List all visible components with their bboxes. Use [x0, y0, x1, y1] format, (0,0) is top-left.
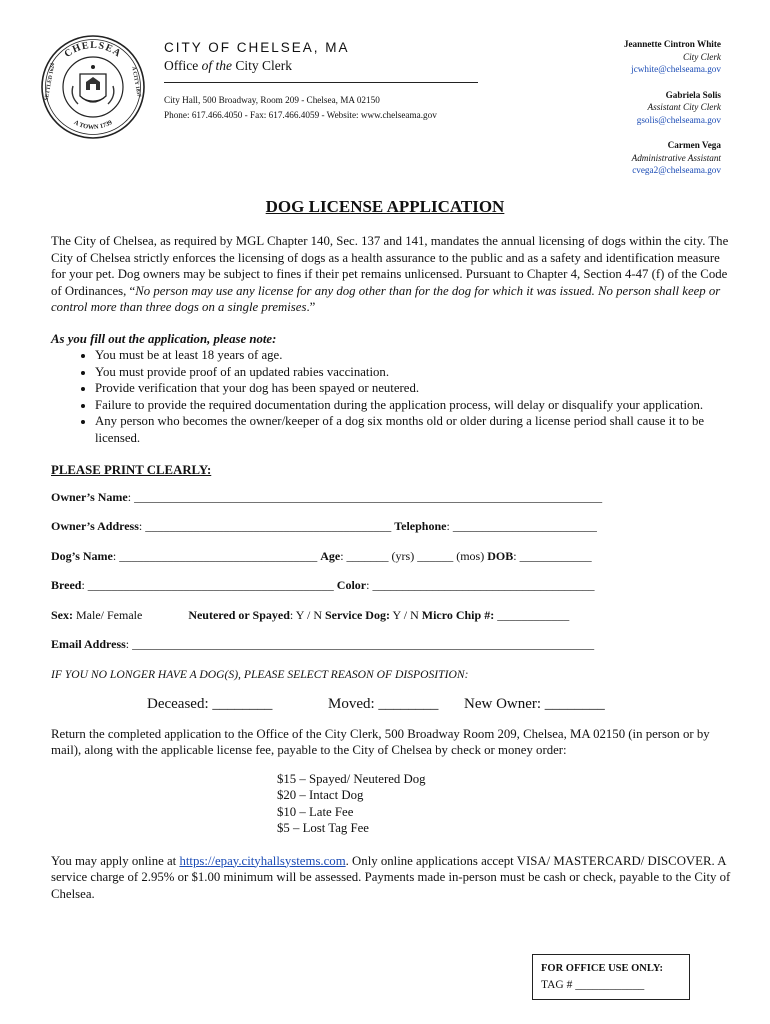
intro-paragraph — [51, 233, 731, 316]
email-field[interactable]: : _____________________________________________________________________________ — [125, 637, 595, 651]
requirements-list — [51, 347, 731, 446]
form-heading: PLEASE PRINT CLEARLY: — [51, 463, 212, 477]
owner-address-row — [51, 518, 731, 535]
email-label: Email Address — [51, 637, 126, 651]
owner-address-field[interactable]: : _________________________________________ — [138, 519, 395, 533]
neutered-options[interactable]: : Y / N — [289, 607, 325, 622]
staff-directory — [624, 38, 721, 177]
header-divider — [164, 82, 478, 83]
owner-name-row — [51, 489, 731, 506]
service-dog-label: Service Dog: — [324, 607, 390, 622]
city-seal-logo — [40, 34, 146, 140]
office-name-post: City Clerk — [231, 58, 292, 73]
list-item: • You must be at least 18 years of age. — [95, 347, 731, 364]
online-pre: You may apply online at — [51, 853, 180, 868]
sex-row — [51, 607, 731, 624]
return-instructions: Return the completed application to the Office of the City Clerk, 500 Broadway Room 209, Chelsea, MA 02150 (in person or by mail), along with the applicable license fee, payable to the City of Chelsea by check or money order: — [51, 726, 710, 757]
list-item: • You must provide proof of an updated rabies vaccination. — [95, 364, 731, 381]
owner-name-field[interactable]: : ______________________________________________________________________________ — [127, 489, 603, 504]
sex-options[interactable]: Male/ Female — [73, 607, 143, 622]
age-label: Age — [320, 548, 341, 563]
dog-name-label: Dog’s Name — [51, 548, 113, 563]
online-payment-link[interactable]: https://epay.cityhallsystems.com — [179, 853, 346, 868]
staff-title: Assistant City Clerk — [647, 102, 721, 112]
new-owner-field[interactable]: New Owner: ________ — [464, 696, 605, 712]
dog-name-field[interactable]: : _________________________________ — [112, 548, 321, 563]
dob-field[interactable]: : ____________ — [513, 548, 592, 563]
office-use-label: FOR OFFICE USE ONLY: — [541, 963, 664, 974]
staff-title: City Clerk — [682, 51, 721, 62]
staff-name: Gabriela Solis — [665, 89, 721, 100]
office-use-box — [532, 954, 690, 1000]
ordinance-quote: No person may use any license for any dog other than for the dog for which it was issued. No person shall keep or control more than three dogs on a single premises — [51, 283, 721, 314]
svg-text:A TOWN 1739 — [73, 119, 115, 131]
telephone-label: Telephone — [394, 519, 447, 533]
email-row — [51, 636, 731, 653]
breed-row — [51, 577, 731, 594]
dob-label: DOB — [487, 548, 514, 563]
list-item: • Any person who becomes the owner/keeper of a dog six months old or older during a license period shall cause it to be licensed. — [95, 413, 731, 446]
fee-item: $20 – Intact Dog — [277, 788, 364, 802]
intro-text: The City of Chelsea, as required by MGL Chapter 140, Sec. 137 and 141, mandates the annual licensing of dogs within the city. The City of Chelsea strictly enforces the licensing of dogs as a health assurance to the public and as a safety and identification measure for your pet. Dog owners may be subject to fines if their pet remains unlicensed. Pursuant to Chapter 4, Section 4-47 (f) of the Code of Ordinances, “ — [51, 234, 729, 298]
moved-field[interactable]: Moved: ________ — [328, 696, 439, 712]
seal-left-text: SETTLED 1624 — [43, 62, 57, 101]
seal-bottom-text: A TOWN 1739 — [72, 119, 114, 132]
list-item: • Failure to provide the required documentation during the application process, will delay or disqualify your application. — [95, 397, 731, 414]
color-label: Color — [336, 578, 367, 592]
document-title: DOG LICENSE APPLICATION — [265, 197, 505, 216]
fee-item: $5 – Lost Tag Fee — [277, 821, 369, 835]
seal-top-text: CHELSEA — [62, 39, 124, 60]
disposition-heading: IF YOU NO LONGER HAVE A DOG(S), PLEASE SELECT REASON OF DISPOSITION: — [51, 667, 469, 681]
online-payment-info — [51, 853, 731, 903]
office-name — [164, 58, 292, 74]
sex-label: Sex: — [51, 607, 73, 622]
staff-name: Carmen Vega — [667, 140, 721, 150]
owner-name-label: Owner’s Name — [51, 489, 128, 504]
age-field[interactable]: : _______ (yrs) ______ (mos) — [340, 548, 488, 563]
staff-name: Jeannette Cintron White — [623, 39, 721, 49]
microchip-label: Micro Chip #: — [421, 607, 495, 622]
city-name: CITY OF CHELSEA, MA — [164, 40, 350, 55]
staff-email-link[interactable]: cvega2@chelseama.gov — [632, 165, 721, 175]
notes-heading: As you fill out the application, please note: — [51, 331, 277, 346]
telephone-field[interactable]: : ________________________ — [446, 519, 597, 533]
online-post: . Only online applications accept VISA/ MASTERCARD/ DISCOVER. A service charge of 2.95% or $1.00 minimum will be assessed. Payments made in-person must be cash or check, payable to the City of Chelsea. — [51, 853, 731, 901]
color-field[interactable]: : _____________________________________ — [366, 578, 595, 592]
neutered-label: Neutered or Spayed — [188, 607, 290, 622]
tag-number-field[interactable]: TAG # ____________ — [541, 979, 645, 991]
owner-address-label: Owner’s Address — [51, 519, 139, 533]
seal-right-text: A CITY 1857 — [130, 66, 142, 98]
office-name-of-the: of the — [201, 58, 232, 73]
fee-list — [51, 771, 731, 837]
fee-item: $15 – Spayed/ Neutered Dog — [277, 771, 426, 786]
office-name-pre: Office — [164, 58, 202, 73]
list-item: • Provide verification that your dog has been spayed or neutered. — [95, 380, 731, 397]
office-address: City Hall, 500 Broadway, Room 209 - Chelsea, MA 02150 — [164, 95, 380, 105]
fee-item: $10 – Late Fee — [277, 804, 354, 819]
disposition-options — [51, 696, 731, 713]
staff-email-link[interactable]: gsolis@chelseama.gov — [636, 114, 721, 125]
service-dog-options[interactable]: Y / N — [389, 607, 422, 622]
intro-end: .” — [306, 300, 316, 314]
staff-email-link[interactable]: jcwhite@chelseama.gov — [631, 64, 721, 74]
deceased-field[interactable]: Deceased: ________ — [147, 696, 273, 712]
breed-label: Breed — [51, 578, 82, 592]
office-contact: Phone: 617.466.4050 - Fax: 617.466.4059 - Website: www.chelseama.gov — [164, 110, 437, 120]
microchip-field[interactable]: ____________ — [494, 607, 570, 622]
breed-field[interactable]: : _________________________________________ — [81, 578, 337, 592]
dog-name-row — [51, 548, 731, 565]
staff-title: Administrative Assistant — [631, 152, 721, 163]
